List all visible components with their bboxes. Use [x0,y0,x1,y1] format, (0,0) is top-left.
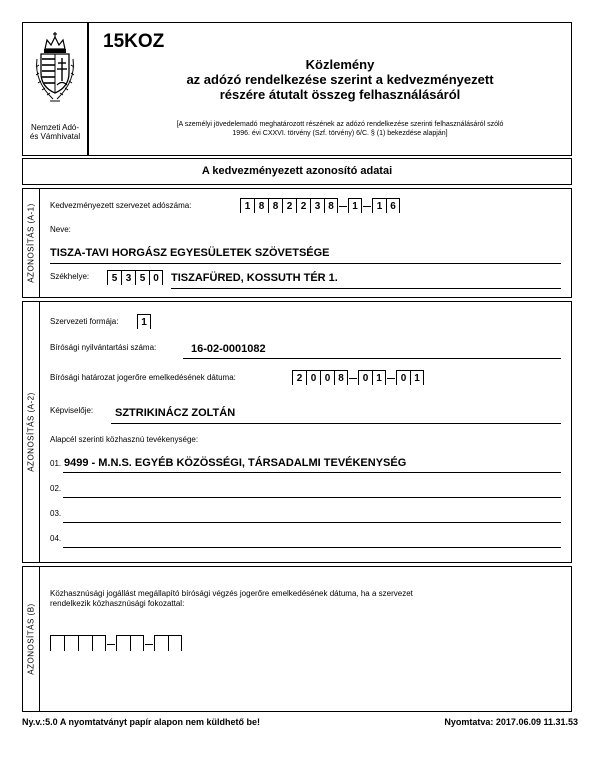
name-label: Neve: [50,225,71,234]
activity-underline [63,522,561,523]
separator-dash [386,370,396,385]
section-a1 [22,188,572,298]
separator-dash [348,370,358,385]
seat-label: Székhelye: [50,272,90,281]
court-reg-value[interactable]: 16-02-0001082 [191,343,266,355]
separator-dash [338,198,348,213]
footer-print-date: Nyomtatva: 2017.06.09 11.31.53 [444,717,578,727]
date-digit[interactable]: 0 [306,370,320,385]
section-b [22,566,572,712]
tax-digit[interactable]: 8 [324,198,338,213]
activity-value[interactable]: 9499 - M.N.S. EGYÉB KÖZÖSSÉGI, TÁRSADALMI TEVÉKENYSÉG [64,457,407,469]
rep-value[interactable]: SZTRIKINÁCZ ZOLTÁN [115,407,236,419]
date-digit[interactable]: 1 [410,370,424,385]
tax-digit[interactable]: 1 [348,198,362,213]
tax-digit[interactable]: 6 [386,198,400,213]
rep-label: Képviselője: [50,406,94,415]
title-panel [88,22,572,156]
activity-underline [63,547,561,548]
activity-label: Alapcél szerinti közhasznú tevékenysége: [50,435,199,444]
section-title: A kedvezményezett azonosító adatai [22,158,572,185]
form-title [109,57,571,102]
tax-digit[interactable]: 2 [282,198,296,213]
postcode-digit[interactable]: 3 [121,270,135,285]
empty-date-cell[interactable] [64,635,78,651]
address-value[interactable]: TISZAFÜRED, KOSSUTH TÉR 1. [171,272,338,284]
side-label-text: AZONOSÍTÁS (B) [26,603,36,675]
legal-reference [109,120,571,138]
court-reg-underline [183,358,561,359]
empty-date-cell[interactable] [116,635,130,651]
address-underline [171,288,561,289]
date-digit[interactable]: 0 [358,370,372,385]
activity-number: 04. [50,534,62,543]
form-title-line: részére átutalt összeg felhasználásáról [219,87,461,102]
public-benefit-date-field[interactable] [50,633,182,651]
form-title-line: Közlemény [305,57,375,72]
side-label-b [23,567,40,711]
postcode-digit[interactable]: 5 [135,270,149,285]
date-digit[interactable]: 1 [372,370,386,385]
empty-date-cell[interactable] [78,635,92,651]
org-form-field[interactable] [137,312,151,329]
court-date-label: Bírósági határozat jogerőre emelkedésének dátuma: [50,373,236,382]
separator-dash [144,635,154,651]
tax-digit[interactable]: 8 [254,198,268,213]
postcode-digit[interactable]: 5 [107,270,121,285]
tax-digit[interactable]: 2 [296,198,310,213]
section-a2 [22,301,572,563]
public-benefit-label-line: rendelkezik közhasznúsági fokozattal: [50,599,185,608]
activity-number: 02. [50,484,62,493]
name-value[interactable]: TISZA-TAVI HORGÁSZ EGYESÜLETEK SZÖVETSÉGE [50,247,330,259]
public-benefit-label [50,589,413,609]
empty-date-cell[interactable] [154,635,168,651]
agency-name-line: és Vámhivatal [29,132,81,141]
postcode-digit[interactable]: 0 [149,270,163,285]
postcode-field[interactable] [107,268,163,285]
tax-digit[interactable]: 8 [268,198,282,213]
agency-name-line: Nemzeti Adó- [30,123,80,132]
footer-version-note: Ny.v.:5.0 A nyomtatványt papír alapon nem küldhető be! [22,717,261,727]
tax-number-field[interactable] [240,196,400,213]
legal-reference-line: [A személyi jövedelemadó meghatározott részének az adózó rendelkezése szerinti felhasználásáról szóló [176,121,504,128]
name-underline [50,263,561,264]
logo-panel [22,22,88,156]
side-label-a1 [23,189,40,297]
tax-digit[interactable]: 1 [372,198,386,213]
activity-number: 01. [50,459,62,468]
rep-underline [111,423,561,424]
tax-number-label: Kedvezményezett szervezet adószáma: [50,201,192,210]
empty-date-cell[interactable] [130,635,144,651]
date-digit[interactable]: 0 [396,370,410,385]
empty-date-cell[interactable] [50,635,64,651]
activity-underline [63,497,561,498]
side-label-text: AZONOSÍTÁS (A-2) [26,392,36,472]
agency-name [23,123,87,141]
coat-of-arms-icon [32,29,78,119]
court-date-field[interactable] [292,368,424,385]
form-code: 15KOZ [103,31,165,52]
date-digit[interactable]: 8 [334,370,348,385]
empty-date-cell[interactable] [92,635,106,651]
activity-number: 03. [50,509,62,518]
date-digit[interactable]: 2 [292,370,306,385]
separator-dash [362,198,372,213]
public-benefit-label-line: Közhasznúsági jogállást megállapító bírósági végzés jogerőre emelkedésének dátuma, ha a szervezet [50,589,413,598]
org-form-label: Szervezeti formája: [50,317,119,326]
tax-digit[interactable]: 1 [240,198,254,213]
court-reg-label: Bírósági nyilvántartási száma: [50,343,157,352]
date-digit[interactable]: 0 [320,370,334,385]
separator-dash [106,635,116,651]
tax-digit[interactable]: 3 [310,198,324,213]
activity-underline [63,472,561,473]
empty-date-cell[interactable] [168,635,182,651]
side-label-a2 [23,302,40,562]
org-form-digit[interactable]: 1 [137,314,151,329]
form-title-line: az adózó rendelkezése szerint a kedvezményezett [186,72,494,87]
side-label-text: AZONOSÍTÁS (A-1) [26,203,36,283]
legal-reference-line: 1996. évi CXXVI. törvény (Szf. törvény) 6/C. § (1) bekezdése alapján] [232,130,448,137]
